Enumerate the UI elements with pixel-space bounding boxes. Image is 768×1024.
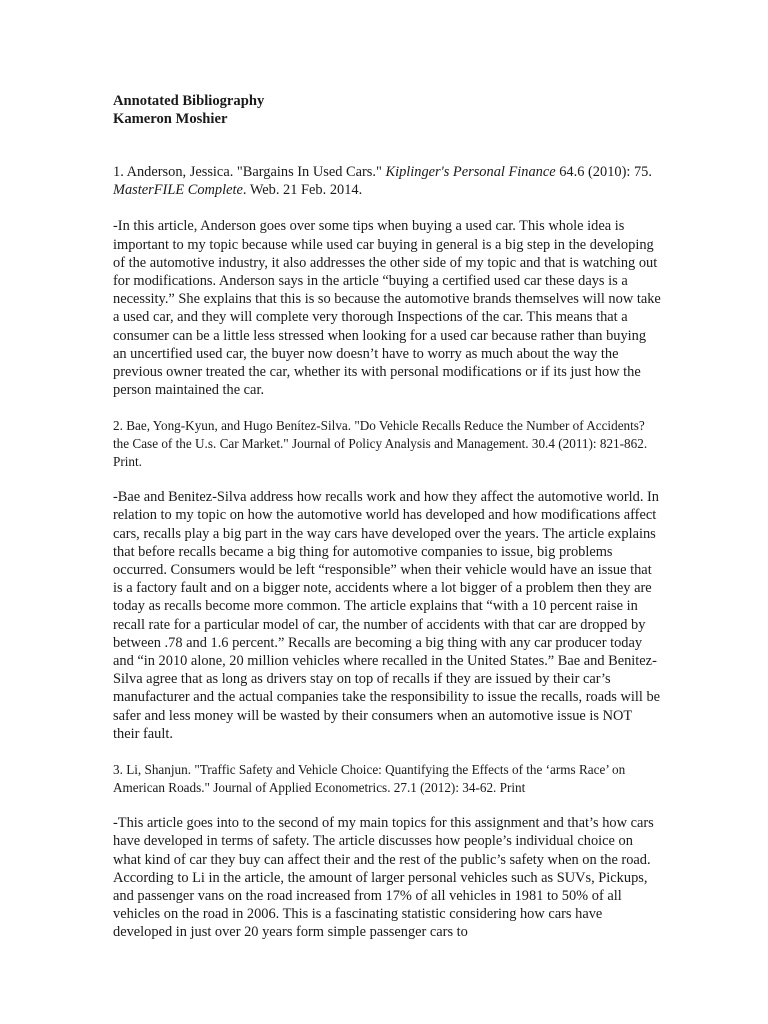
entry-1-annotation: -In this article, Anderson goes over some tips when buying a used car. This whole idea is important to my topic because while used car buying in general is a big step in the developing of the automotive industry, it also addresses the other side of my topic and that is watching out for modifications. Anderson says in the article “buying a certified used car these days is a necessity.” She explains that this is so because the automotive brands themselves will now take a used car, and they will complete very thorough Inspections of the car. This means that a consumer can be a little less stressed when looking for a used car because rather than buying an uncertified used car, the buyer now doesn’t have to worry as much about the way the previous owner treated the car, whether its with personal modifications or if its just how the person maintained the car. <box>113 218 661 399</box>
entry-2-citation: 2. Bae, Yong-Kyun, and Hugo Benítez-Silva. "Do Vehicle Recalls Reduce the Number of Accidents? the Case of the U.s. Car Market." Journal of Policy Analysis and Management. 30.4 (2011): 821-862. Print. <box>113 418 648 469</box>
document-author: Kameron Moshier <box>113 111 228 127</box>
spacer <box>113 796 661 814</box>
spacer <box>113 128 661 163</box>
spacer <box>113 470 661 488</box>
spacer <box>113 743 661 761</box>
spacer <box>113 399 661 417</box>
spacer <box>113 199 661 217</box>
entry-1-citation-pre: 1. Anderson, Jessica. "Bargains In Used Cars." <box>113 164 386 180</box>
entry-2-annotation: -Bae and Benitez-Silva address how recalls work and how they affect the automotive world. In relation to my topic on how the automotive world has developed and how modifications affect cars, recalls play a big part in the way cars have developed over the years. The article explains that before recalls became a big thing for automotive companies to issue, big problems occurred. Consumers would be left “responsible” when their vehicle would have an issue that is a factory fault and on a bigger note, accidents where a lot bigger of a problem then they are today as recalls become more common. The article explains that “with a 10 percent raise in recall rate for a particular model of car, the number of accidents with that car are dropped by between .78 and 1.6 percent.” Recalls are becoming a big thing with any car producer today and “in 2010 alone, 20 million vehicles where recalled in the United States.” Bae and Benitez-Silva agree that as long as drivers stay on top of recalls if they are issued by their car’s manufacturer and the actual companies take the responsibility to issue the recalls, roads will be safer and less money will be wasted by their consumers when an automotive issue is NOT their fault. <box>113 489 661 742</box>
entry-3-citation: 3. Li, Shanjun. "Traffic Safety and Vehicle Choice: Quantifying the Effects of the ‘arms Race’ on American Roads." Journal of Applied Econometrics. 27.1 (2012): 34-62. Print <box>113 762 626 795</box>
entry-1-journal: Kiplinger's Personal Finance <box>385 164 556 180</box>
entry-1-citation-mid: 64.6 (2010): 75. <box>555 164 652 180</box>
entry-1-database: MasterFILE Complete <box>113 182 243 199</box>
entry-1-citation-post: . Web. 21 Feb. 2014. <box>242 182 363 199</box>
document-title: Annotated Bibliography <box>113 93 265 109</box>
document-page <box>113 92 661 942</box>
entry-3-annotation: -This article goes into to the second of my main topics for this assignment and that’s how cars have developed in terms of safety. The article discusses how people’s individual choice on what kind of car they buy can affect their and the rest of the public’s safety when on the road. According to Li in the article, the amount of larger personal vehicles such as SUVs, Pickups, and passenger vans on the road increased from 17% of all vehicles in 1981 to 50% of all vehicles on the road in 2006. This is a fascinating statistic considering how cars have developed in just over 20 years form simple passenger cars to <box>113 815 654 941</box>
entry-1-citation <box>113 163 661 199</box>
